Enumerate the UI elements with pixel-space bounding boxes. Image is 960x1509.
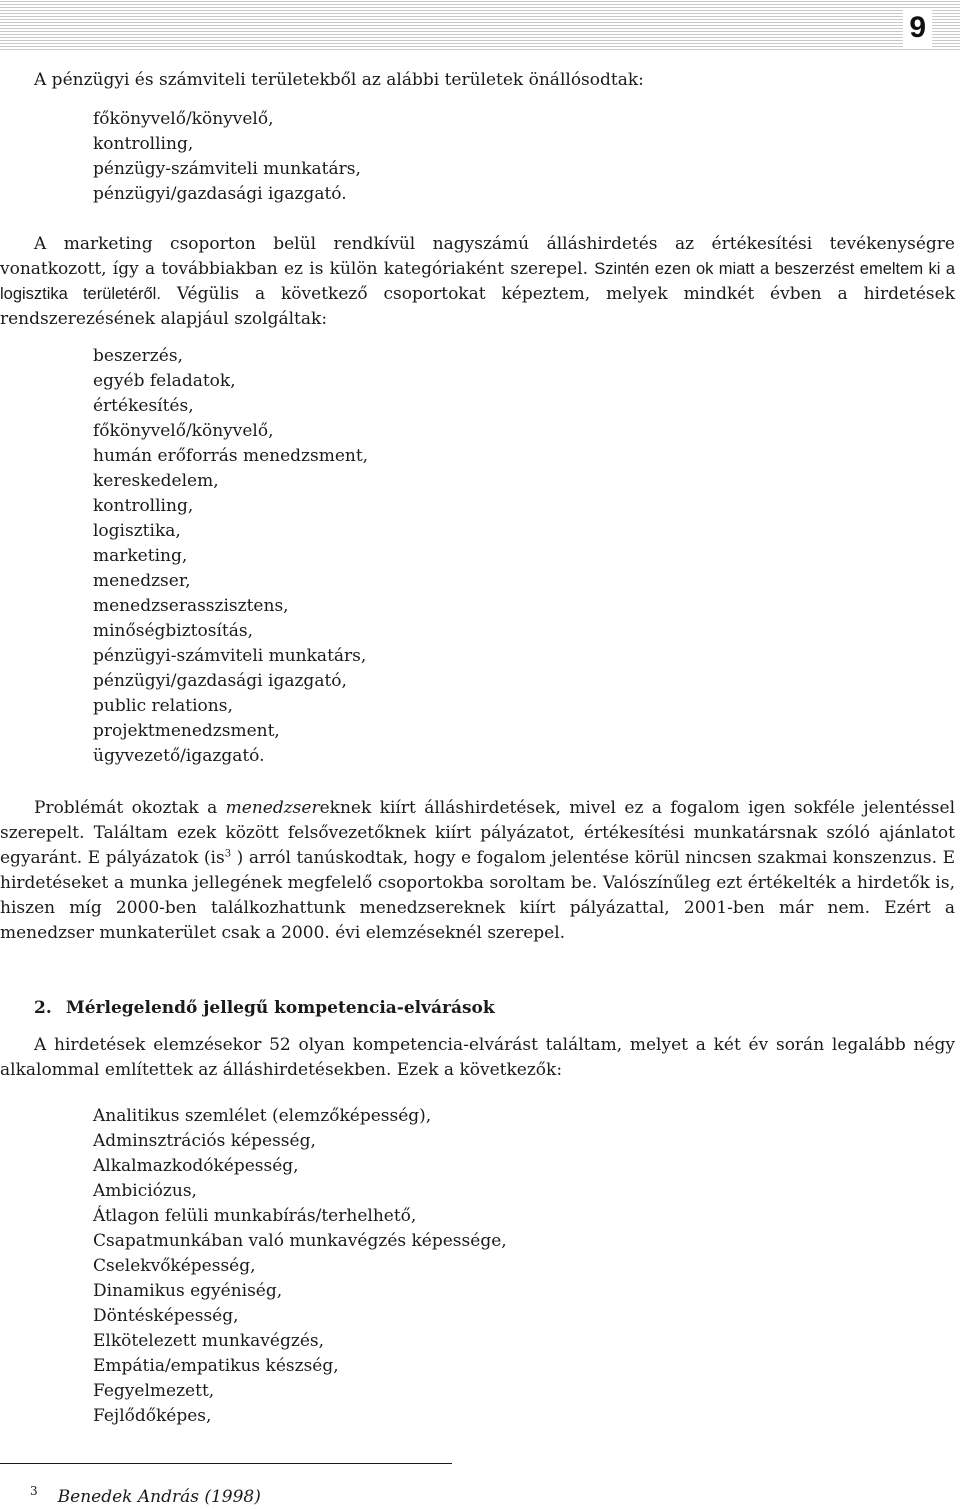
finance-list-item: főkönyvelő/könyvelő, <box>93 109 274 129</box>
marketing-paragraph <box>0 232 955 332</box>
competency-list-item: Cselekvőképesség, <box>93 1256 256 1276</box>
problem-paragraph <box>0 796 955 946</box>
problem-italic-term: menedzser <box>225 798 320 818</box>
footnote-mark: 3 <box>30 1484 38 1499</box>
group-list-item: beszerzés, <box>93 346 183 366</box>
group-list-item: projektmenedzsment, <box>93 721 280 741</box>
marketing-text-3: Végülis a következő csoportokat képeztem, melyek mindkét évben a hirdetések rendszerezésének alapjául szolgáltak: <box>0 284 956 329</box>
competency-list-item: Átlagon felüli munkabírás/terhelhető, <box>93 1206 417 1226</box>
section-number: 2. <box>34 998 52 1018</box>
group-list-item: menedzser, <box>93 571 191 591</box>
group-list-item: pénzügyi-számviteli munkatárs, <box>93 646 367 666</box>
group-list-item: menedzserasszisztens, <box>93 596 289 616</box>
group-list-item: humán erőforrás menedzsment, <box>93 446 369 466</box>
group-list-item: értékesítés, <box>93 396 194 416</box>
group-list-item: főkönyvelő/könyvelő, <box>93 421 274 441</box>
competency-list-item: Ambiciózus, <box>93 1181 197 1201</box>
footnote-reference[interactable]: 3 <box>224 848 232 860</box>
competency-list-item: Dinamikus egyéniség, <box>93 1281 283 1301</box>
problem-text-start: Problémát okoztak a <box>34 798 226 818</box>
competency-list-item: Fegyelmezett, <box>93 1381 215 1401</box>
group-list-item: logisztika, <box>93 521 181 541</box>
competency-list-item: Fejlődőképes, <box>93 1406 212 1426</box>
finance-list-item: kontrolling, <box>93 134 194 154</box>
competency-list-item: Döntésképesség, <box>93 1306 239 1326</box>
group-list-item: kontrolling, <box>93 496 194 516</box>
group-list <box>0 344 955 769</box>
section-heading <box>0 996 955 1021</box>
competency-list-item: Elkötelezett munkavégzés, <box>93 1331 325 1351</box>
footnote <box>30 1485 261 1509</box>
group-list-item: kereskedelem, <box>93 471 219 491</box>
competency-list-item: Adminsztrációs képesség, <box>93 1131 316 1151</box>
footnote-divider <box>0 1463 452 1464</box>
group-list-item: egyéb feladatok, <box>93 371 236 391</box>
group-list-item: ügyvezető/igazgató. <box>93 746 265 766</box>
marketing-text-1: A marketing csoporton belül rendkívül nagyszámú álláshirdetés az értékesítési tevékenységre vonatkozott, így a továbbiakban ez is külön kategóriaként szerepel. <box>0 234 955 279</box>
competency-intro: A hirdetések elemzésekor 52 olyan kompetencia-elvárást találtam, melyet a két év során legalább négy alkalommal említettek az álláshirdetésekben. Ezek a következők: <box>0 1035 955 1080</box>
finance-intro: A pénzügyi és számviteli területekből az alábbi területek önállósodtak: <box>34 70 644 90</box>
competency-list <box>0 1104 955 1429</box>
marketing-text-2: Szintén ezen ok miatt a beszerzést emeltem ki a logisztika területéről. <box>0 260 956 303</box>
competency-list-item: Analitikus szemlélet (elemzőképesség), <box>93 1106 432 1126</box>
footnote-text: Benedek András (1998) <box>57 1487 261 1507</box>
competency-list-item: Alkalmazkodóképesség, <box>93 1156 299 1176</box>
group-list-item: minőségbiztosítás, <box>93 621 254 641</box>
group-list-item: public relations, <box>93 696 233 716</box>
page-content <box>0 68 955 1429</box>
competency-list-item: Empátia/empatikus készség, <box>93 1356 339 1376</box>
header-stripe-band <box>0 0 960 50</box>
problem-text-end: ) arról tanúskodtak, hogy e fogalom jelentése körül nincsen szakmai konszenzus. E hirdetéseket a munka jellegének megfelelő csoportokba soroltam be. Valószínűleg ezt értékelték a hirdetők is, hiszen míg 2000-ben találkozhattunk menedzsereknek kiírt pályázattal, 2001-ben már nem. Ezért a menedzser munkaterület csak a 2000. évi elemzéseknél szerepel. <box>0 848 955 943</box>
group-list-item: marketing, <box>93 546 188 566</box>
section-title: Mérlegelendő jellegű kompetencia-elvárások <box>65 998 495 1018</box>
group-list-item: pénzügyi/gazdasági igazgató, <box>93 671 347 691</box>
finance-list <box>0 107 955 207</box>
problem-text-middle: eknek kiírt álláshirdetések, mivel ez a fogalom igen sokféle jelentéssel szerepelt. Találtam ezek között felsővezetőknek kiírt pályázatot, értékesítési munkatársnak szóló ajánlatot egyaránt. E pályázatok (is <box>0 798 955 868</box>
page-number: 9 <box>903 8 932 48</box>
competency-list-item: Csapatmunkában való munkavégzés képessége, <box>93 1231 507 1251</box>
finance-list-item: pénzügyi/gazdasági igazgató. <box>93 184 347 204</box>
finance-list-item: pénzügy-számviteli munkatárs, <box>93 159 361 179</box>
